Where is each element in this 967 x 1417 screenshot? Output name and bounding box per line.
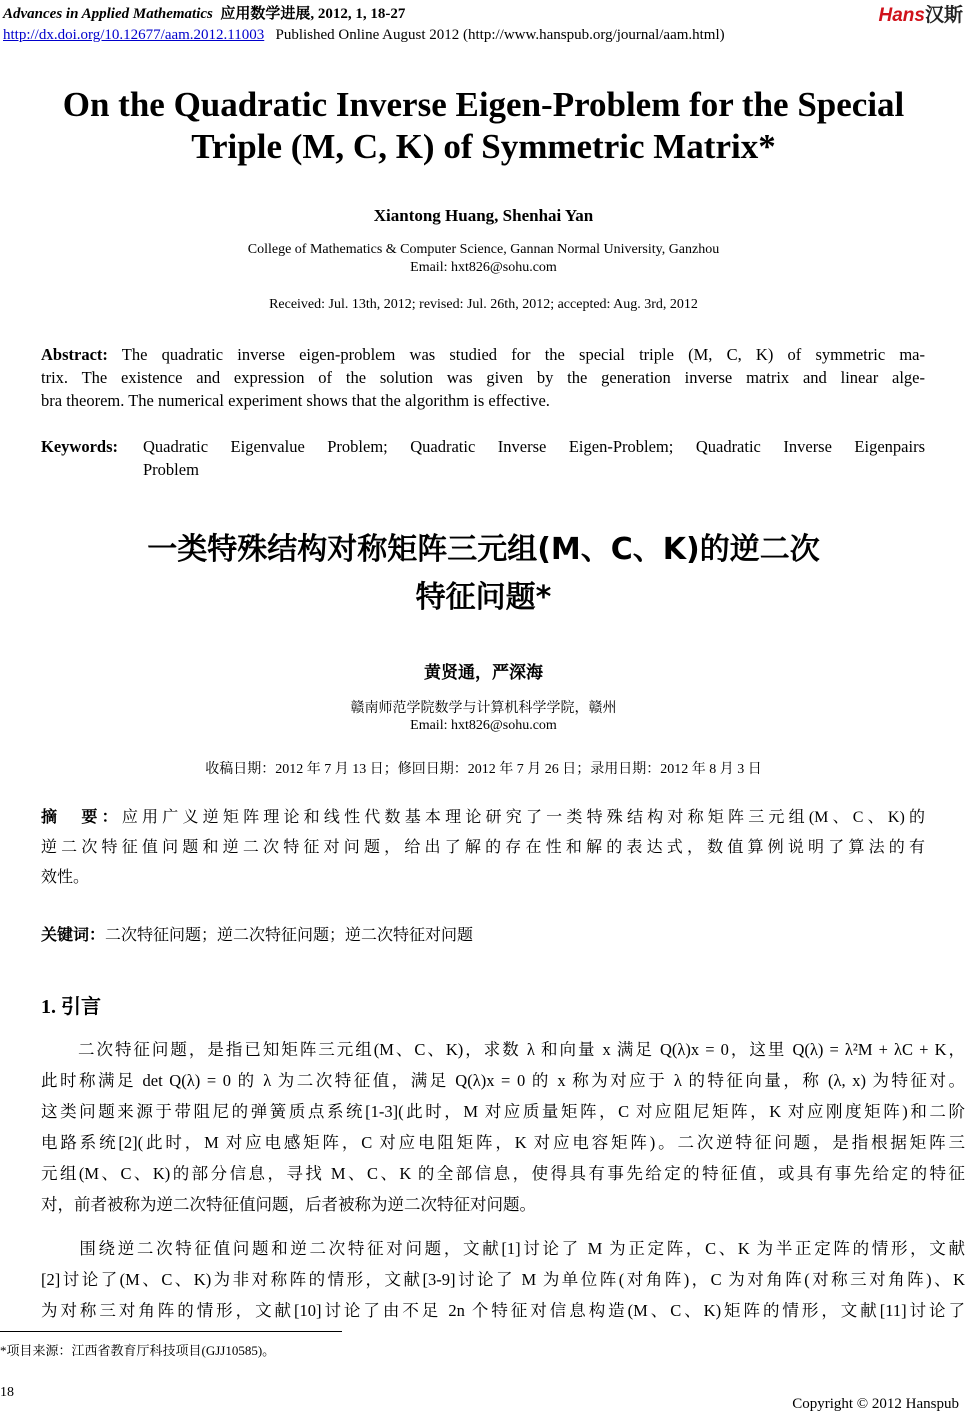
keywords-label: 关键词： <box>41 925 106 944</box>
hans-logo: Hans汉斯 <box>878 5 963 26</box>
body-line: 二次特征问题，是指已知矩阵三元组(M、C、K)，求数 λ 和向量 x 满足 Q(λ)x = 0，这里 Q(λ) = λ²M + λC + K， <box>41 1040 965 1059</box>
email-en: Email: hxt826@sohu.com <box>410 260 557 275</box>
body-line: 围绕逆二次特征值问题和逆二次特征对问题，文献[1]讨论了 M 为正定阵，C、K 为半正定阵的情形，文献 <box>41 1239 965 1258</box>
doi-line <box>3 27 725 44</box>
abstract-line: bra theorem. The numerical experiment shows that the algorithm is effective. <box>41 391 550 410</box>
abstract-line: trix. The existence and expression of the solution was given by the generation inverse matrix and linear alge- <box>41 368 925 387</box>
journal-cn: 应用数学进展, 2012, 1, 18-27 <box>220 6 406 22</box>
authors-en: Xiantong Huang, Shenhai Yan <box>373 206 594 225</box>
title-line: 一类特殊结构对称矩阵三元组(M、C、K)的逆二次 <box>147 532 820 567</box>
footnote: *项目来源：江西省教育厅科技项目(GJJ10585)。 <box>0 1343 276 1358</box>
body-line: 元组(M、C、K)的部分信息，寻找 M、C、K 的全部信息，使得具有事先给定的特征值，或具有事先给定的特征 <box>41 1164 965 1183</box>
affiliation-en: College of Mathematics & Computer Science, Gannan Normal University, Ganzhou <box>247 242 720 257</box>
abstract-line: 效性。 <box>41 869 90 886</box>
journal-header <box>3 2 405 23</box>
affiliation-cn: 赣南师范学院数学与计算机科学学院，赣州 <box>350 701 617 716</box>
paper-title-en <box>0 84 967 168</box>
body-line: 为对称三对角阵的情形，文献[10]讨论了由不足 2n 个特征对信息构造(M、C、K)矩阵的情形，文献[11]讨论了 <box>41 1301 965 1320</box>
body-paragraph-1 <box>41 1034 965 1220</box>
body-line: [2]讨论了(M、C、K)为非对称阵的情形，文献[3-9]讨论了 M 为单位阵(对角阵)，C 为对角阵(对称三对角阵)、K <box>41 1270 965 1289</box>
title-line: On the Quadratic Inverse Eigen-Problem for the Special <box>62 85 905 124</box>
body-line: 电路系统[2](此时，M 对应电感矩阵，C 对应电阻矩阵，K 对应电容矩阵)。二次逆特征问题，是指根据矩阵三 <box>41 1133 965 1152</box>
footnote-divider <box>0 1331 342 1332</box>
received-cn: 收稿日期：2012 年 7 月 13 日；修回日期：2012 年 7 月 26 日；录用日期：2012 年 8 月 3 日 <box>205 762 762 777</box>
copyright: Copyright © 2012 Hanspub <box>792 1396 959 1412</box>
abstract-line: 逆二次特征值问题和逆二次特征对问题，给出了解的存在性和解的表达式，数值算例说明了算法的有 <box>41 839 925 856</box>
keywords-line: Quadratic Eigenvalue Problem; Quadratic Inverse Eigen-Problem; Quadratic Inverse Eigenpairs <box>143 437 925 456</box>
keywords-line: Problem <box>143 460 199 479</box>
body-paragraph-2 <box>41 1233 965 1326</box>
section-heading: 1. 引言 <box>41 996 101 1018</box>
abstract-label: Abstract: <box>41 345 108 364</box>
doi-link[interactable]: http://dx.doi.org/10.12677/aam.2012.11003 <box>3 27 265 43</box>
abstract-label: 摘 要： <box>41 807 122 826</box>
authors-cn: 黄贤通，严深海 <box>424 663 543 682</box>
keywords-text: 二次特征问题；逆二次特征问题；逆二次特征对问题 <box>105 927 474 944</box>
keywords-en <box>41 435 925 481</box>
journal-name: Advances in Applied Mathematics <box>3 6 213 22</box>
abstract-cn <box>41 802 925 893</box>
published-info: Published Online August 2012 (http://www.hanspub.org/journal/aam.html) <box>275 27 725 43</box>
abstract-en <box>41 343 925 412</box>
abstract-line: 应用广义逆矩阵理论和线性代数基本理论研究了一类特殊结构对称矩阵三元组(M、C、K)的 <box>121 809 925 826</box>
body-line: 这类问题来源于带阻尼的弹簧质点系统[1-3](此时，M 对应质量矩阵，C 对应阻尼矩阵，K 对应刚度矩阵)和二阶 <box>41 1102 965 1121</box>
keywords-label: Keywords: <box>41 437 118 456</box>
keywords-cn <box>41 920 925 951</box>
title-line: Triple (M, C, K) of Symmetric Matrix* <box>191 127 776 166</box>
received-en: Received: Jul. 13th, 2012; revised: Jul. 26th, 2012; accepted: Aug. 3rd, 2012 <box>269 297 698 312</box>
abstract-line: The quadratic inverse eigen-problem was studied for the special triple (M, C, K) of symmetric ma- <box>107 345 925 364</box>
body-line: 此时称满足 det Q(λ) = 0 的 λ 为二次特征值，满足 Q(λ)x = 0 的 x 称为对应于 λ 的特征向量，称 (λ, x) 为特征对。 <box>41 1071 965 1090</box>
email-cn: Email: hxt826@sohu.com <box>410 718 557 733</box>
page-number: 18 <box>0 1385 14 1400</box>
body-line: 对，前者被称为逆二次特征值问题，后者被称为逆二次特征对问题。 <box>41 1195 536 1214</box>
title-line: 特征问题* <box>415 580 552 615</box>
paper-title-cn <box>0 526 967 622</box>
